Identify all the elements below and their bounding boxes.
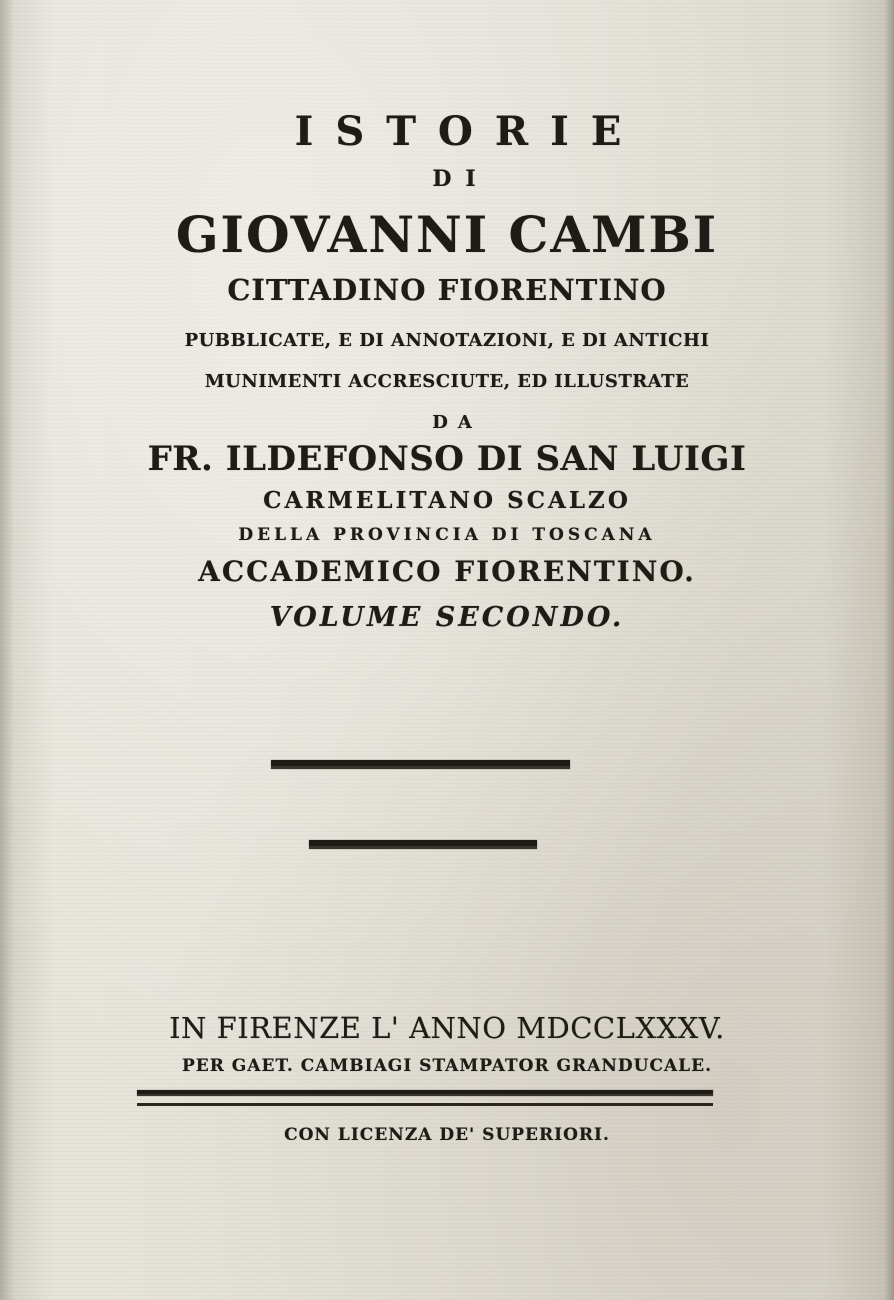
editor-order: CARMELITANO SCALZO	[263, 487, 631, 514]
imprint-printer: PER GAET. CAMBIAGI STAMPATOR GRANDUCALE.	[182, 1056, 712, 1076]
imprint-license: CON LICENZA DE' SUPERIORI.	[284, 1125, 610, 1145]
title-preposition: DI	[432, 166, 490, 192]
author-name: GIOVANNI CAMBI	[175, 205, 719, 264]
imprint-place-year: IN FIRENZE L' ANNO MDCCLXXXV.	[169, 1011, 725, 1045]
editor-name: FR. ILDEFONSO DI SAN LUIGI	[147, 439, 747, 479]
ornamental-rule-top	[271, 760, 570, 769]
description-line-2: MUNIMENTI ACCRESCIUTE, ED ILLUSTRATE	[204, 371, 690, 392]
volume-label: VOLUME SECONDO.	[269, 602, 625, 633]
editor-province: DELLA PROVINCIA DI TOSCANA	[238, 525, 656, 545]
editor-academy: ACCADEMICO FIORENTINO.	[198, 555, 696, 588]
description-line-1: PUBBLICATE, E DI ANNOTAZIONI, E DI ANTICHI	[184, 330, 710, 351]
ornamental-rule-middle	[309, 840, 537, 849]
imprint-rule-lower	[137, 1103, 713, 1106]
page-edge-left	[0, 0, 14, 1300]
by-preposition: DA	[432, 412, 482, 433]
book-title: ISTORIE	[294, 108, 644, 155]
imprint-rule	[137, 1090, 713, 1096]
page-edge-right	[884, 0, 894, 1300]
author-description: CITTADINO FIORENTINO	[227, 273, 667, 307]
